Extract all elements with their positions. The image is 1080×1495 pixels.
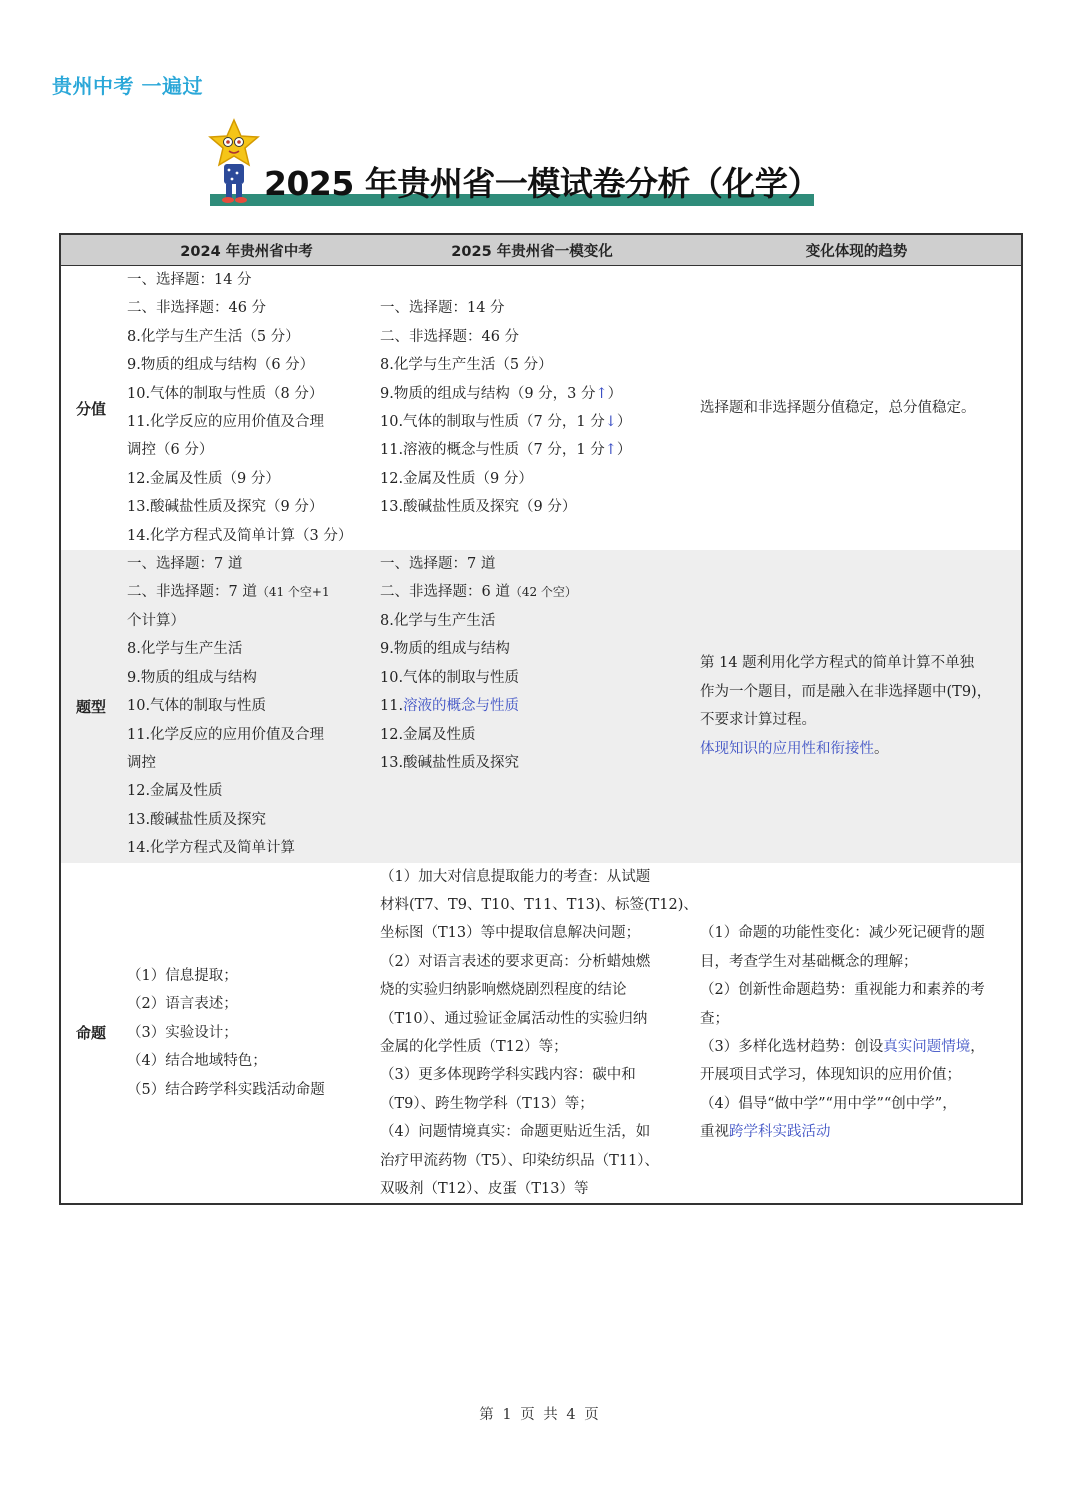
list-item: 14.化学方程式及简单计算 bbox=[127, 840, 296, 857]
list-item: 9.物质的组成与结构（6 分） bbox=[127, 357, 315, 374]
list-item: （3）实验设计； bbox=[127, 1024, 238, 1041]
list-item-close: ） bbox=[607, 385, 623, 402]
page-number: 第 1 页 共 4 页 bbox=[479, 1407, 601, 1423]
list-item: 12.金属及性质（9 分） bbox=[380, 470, 533, 487]
title-banner bbox=[206, 118, 820, 210]
highlighted-text: 真实问题情境 bbox=[883, 1038, 971, 1055]
highlighted-text: 跨学科实践活动 bbox=[729, 1124, 831, 1141]
score-trend-cell bbox=[692, 266, 1022, 551]
list-item: （2）对语言表述的要求更高：分析蜡烛燃 bbox=[380, 953, 651, 970]
list-item-note: （42 个空） bbox=[509, 585, 577, 600]
trend-text-start: （3）多样化选材趋势：创设 bbox=[700, 1038, 884, 1055]
list-item: （1）信息提取； bbox=[127, 967, 238, 984]
list-item: （4）结合地域特色； bbox=[127, 1053, 267, 1070]
list-item-text: 10.气体的制取与性质（7 分，1 分 bbox=[380, 414, 605, 431]
list-item-text: 二、非选择题：6 道 bbox=[380, 584, 510, 601]
trend-text bbox=[700, 1118, 1011, 1146]
list-item: 9.物质的组成与结构 bbox=[127, 669, 257, 686]
analysis-table bbox=[59, 233, 1023, 1205]
list-item: 8.化学与生产生活 bbox=[380, 612, 496, 629]
proposition-2025-cell bbox=[372, 863, 698, 1205]
trend-text: （4）倡导“做中学”“用中学”“创中学”， bbox=[700, 1095, 957, 1112]
list-item: 13.酸碱盐性质及探究（9 分） bbox=[380, 499, 577, 516]
list-item: （4）问题情境真实：命题更贴近生活，如 bbox=[380, 1124, 651, 1141]
list-item bbox=[380, 408, 686, 436]
list-item: 一、选择题：14 分 bbox=[127, 272, 252, 288]
trend-text: 作为一个题目，而是融入在非选择题中(T9)， bbox=[700, 683, 992, 700]
type-2024-cell bbox=[121, 550, 372, 862]
up-arrow-icon: ↑ bbox=[604, 442, 617, 459]
list-item: 治疗甲流药物（T5）、印染纺织品（T11）、 bbox=[380, 1152, 660, 1169]
list-item: 11.化学反应的应用价值及合理 bbox=[127, 414, 325, 431]
list-item-text: 11.溶液的概念与性质（7 分，1 分 bbox=[380, 442, 605, 459]
trend-text: 开展项目式学习，体现知识的应用价值； bbox=[700, 1067, 961, 1084]
type-trend-cell bbox=[692, 550, 1022, 862]
list-item bbox=[380, 578, 686, 606]
highlighted-text: 溶液的概念与性质 bbox=[403, 698, 520, 715]
list-item-text: 二、非选择题：7 道 bbox=[127, 584, 257, 601]
list-item: 12.金属及性质 bbox=[127, 783, 223, 800]
list-item: 一、选择题：7 道 bbox=[380, 556, 496, 573]
list-item: 12.金属及性质 bbox=[380, 726, 476, 743]
list-item: 8.化学与生产生活（5 分） bbox=[380, 357, 553, 374]
list-item-number: 11. bbox=[380, 698, 404, 715]
list-item: 10.气体的制取与性质 bbox=[380, 669, 520, 686]
list-item: 8.化学与生产生活（5 分） bbox=[127, 328, 300, 345]
list-item bbox=[127, 578, 368, 606]
trend-text: 目，考查学生对基础概念的理解； bbox=[700, 953, 918, 970]
list-item: （1）加大对信息提取能力的考查：从试题 bbox=[380, 868, 651, 885]
header-2024: 2024 年贵州省中考 bbox=[121, 234, 372, 266]
trend-text: 第 14 题利用化学方程式的简单计算不单独 bbox=[700, 655, 975, 672]
list-item: 烧的实验归纳影响燃烧剧烈程度的结论 bbox=[380, 982, 627, 999]
page-title: 2025 年贵州省一模试卷分析（化学） bbox=[264, 164, 820, 203]
row-label-type: 题型 bbox=[60, 550, 121, 862]
list-item: 双吸剂（T12）、皮蛋（T13）等 bbox=[380, 1181, 589, 1197]
table-header-row bbox=[60, 234, 1022, 266]
list-item-text: 9.物质的组成与结构（9 分，3 分 bbox=[380, 385, 596, 402]
list-item: 11.化学反应的应用价值及合理 bbox=[127, 726, 325, 743]
list-item bbox=[380, 380, 686, 408]
list-item: 14.化学方程式及简单计算（3 分） bbox=[127, 527, 353, 544]
type-2025-cell bbox=[372, 550, 692, 862]
list-item: 坐标图（T13）等中提取信息解决问题； bbox=[380, 925, 641, 942]
highlighted-text: 体现知识的应用性和衔接性 bbox=[700, 740, 874, 757]
list-item: 10.气体的制取与性质（8 分） bbox=[127, 385, 324, 402]
proposition-trend-cell bbox=[692, 863, 1022, 1205]
list-item-close: ） bbox=[616, 414, 632, 431]
list-item: 13.酸碱盐性质及探究 bbox=[127, 811, 267, 828]
star-mascot-icon bbox=[206, 118, 262, 206]
list-item: 13.酸碱盐性质及探究 bbox=[380, 754, 520, 771]
list-item: （2）语言表述； bbox=[127, 996, 238, 1013]
score-2024-cell bbox=[121, 266, 372, 551]
list-item: 13.酸碱盐性质及探究（9 分） bbox=[127, 499, 324, 516]
list-item: 10.气体的制取与性质 bbox=[127, 698, 267, 715]
trend-text: 选择题和非选择题分值稳定，总分值稳定。 bbox=[700, 399, 976, 416]
header-2025: 2025 年贵州省一模变化 bbox=[372, 234, 692, 266]
list-item: （T10）、通过验证金属活动性的实验归纳 bbox=[380, 1010, 648, 1027]
list-item: 金属的化学性质（T12）等； bbox=[380, 1038, 568, 1055]
down-arrow-icon: ↓ bbox=[604, 414, 617, 431]
list-item: 调控 bbox=[127, 754, 156, 771]
score-2025-cell bbox=[372, 266, 692, 551]
trend-text-end: 。 bbox=[874, 740, 889, 757]
proposition-2024-cell bbox=[121, 863, 372, 1205]
up-arrow-icon: ↑ bbox=[595, 385, 608, 402]
trend-text: 不要求计算过程。 bbox=[700, 712, 816, 729]
list-item: （T9）、跨生物学科（T13）等； bbox=[380, 1095, 594, 1112]
list-item: 8.化学与生产生活 bbox=[127, 641, 243, 658]
list-item: 一、选择题：14 分 bbox=[380, 300, 505, 317]
table-row-score bbox=[60, 266, 1022, 551]
list-item: 12.金属及性质（9 分） bbox=[127, 470, 280, 487]
table-row-type bbox=[60, 550, 1022, 862]
trend-text-start: 重视 bbox=[700, 1124, 729, 1141]
list-item: 二、非选择题：46 分 bbox=[380, 328, 520, 345]
list-item: （3）更多体现跨学科实践内容：碳中和 bbox=[380, 1067, 636, 1084]
list-item bbox=[380, 692, 686, 720]
table-row-proposition bbox=[60, 863, 1022, 1205]
trend-text: （2）创新性命题趋势：重视能力和素养的考 bbox=[700, 982, 985, 999]
trend-text: 查； bbox=[700, 1010, 729, 1027]
list-item: 个计算） bbox=[127, 612, 185, 629]
header-blank bbox=[60, 234, 121, 266]
list-item: 一、选择题：7 道 bbox=[127, 556, 243, 573]
trend-text: （1）命题的功能性变化：减少死记硬背的题 bbox=[700, 925, 985, 942]
row-label-score: 分值 bbox=[75, 399, 106, 418]
list-item: 二、非选择题：46 分 bbox=[127, 300, 267, 317]
trend-text-end: ， bbox=[970, 1038, 985, 1055]
list-item-close: ） bbox=[616, 442, 632, 459]
list-item: （5）结合跨学科实践活动命题 bbox=[127, 1081, 325, 1098]
trend-text bbox=[700, 735, 1011, 763]
list-item: 调控（6 分） bbox=[127, 442, 214, 459]
list-item-note: （41 个空+1 bbox=[256, 585, 330, 600]
trend-text bbox=[700, 1033, 1011, 1061]
list-item bbox=[380, 436, 686, 464]
brand-logo-text: 贵州中考 一遍过 bbox=[52, 74, 203, 98]
row-label-proposition: 命题 bbox=[75, 1024, 106, 1043]
list-item: 9.物质的组成与结构 bbox=[380, 641, 510, 658]
list-item: 材料(T7、T9、T10、T11、T13)、标签(T12)、 bbox=[380, 896, 698, 913]
header-trend: 变化体现的趋势 bbox=[692, 234, 1022, 266]
